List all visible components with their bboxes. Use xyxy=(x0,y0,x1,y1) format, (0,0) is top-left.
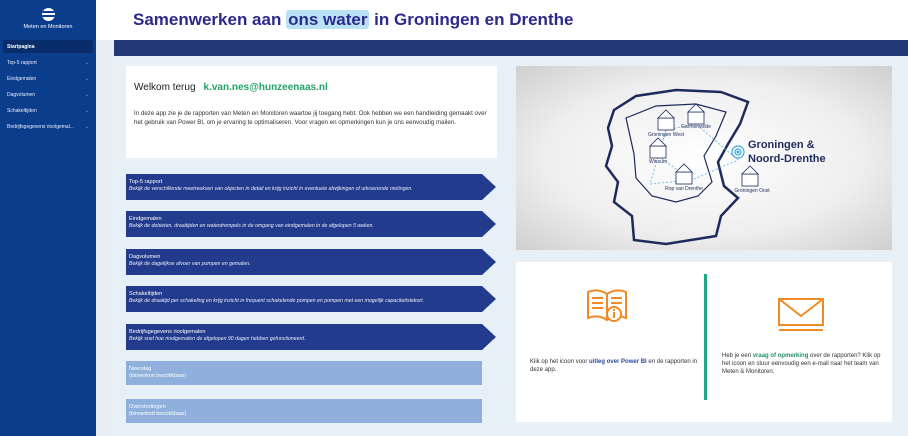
report-link-dagvolumen[interactable] xyxy=(126,249,498,275)
sidebar-item-label: Startpagina xyxy=(7,43,35,50)
contact-link[interactable]: vraag of opmerking xyxy=(752,353,809,359)
sidebar-item-startpagina[interactable] xyxy=(3,40,93,53)
place-label: Groningen Oost xyxy=(734,188,770,194)
chevron-down-icon: ⌄ xyxy=(84,107,89,114)
sidebar-item-label: Bedrijfsgegevens rioolgemal... xyxy=(7,123,74,130)
user-email: k.van.nes@hunzeenaas.nl xyxy=(203,82,328,93)
availability-note: (binnenkort beschikbaar) xyxy=(129,411,187,417)
contact-text: Heb je een vraag of opmerking over de rapporten? Klik op het icoon en stuur eenvoudig een e-mail naar het team van Meten & Monitoren. xyxy=(722,353,881,375)
region-label-line2: Noord-Drenthe xyxy=(748,153,826,165)
report-description: Bekijk de dagelijkse afvoer van pompen en gemalen. xyxy=(129,261,251,267)
sidebar-item-label: Schakeltijden xyxy=(7,107,37,114)
help-contact-panel xyxy=(516,262,892,422)
app-logo xyxy=(0,0,96,36)
report-description: Bekijk de debieten, draaitijden en waterdrempels in de omgang van eindgemalen in de afgelopen 5 weken. xyxy=(129,223,374,229)
sidebar-item-label: Dagvolumen xyxy=(7,91,36,98)
header-band xyxy=(114,40,908,56)
availability-note: (binnenkort beschikbaar) xyxy=(129,373,187,379)
region-outline xyxy=(606,90,748,244)
report-overstortingen-unavailable xyxy=(126,399,482,423)
sidebar xyxy=(0,0,96,436)
location-target-icon xyxy=(732,146,744,158)
place-marker-garmerwolde xyxy=(688,104,704,124)
place-label: Winsum xyxy=(648,159,668,165)
report-title: Neerslag xyxy=(129,366,152,372)
report-link-top5[interactable] xyxy=(126,174,498,200)
app-title: Meten en Monitoren xyxy=(23,24,73,30)
sidebar-item-dagvolumen[interactable] xyxy=(3,88,93,101)
title-highlight: ons water xyxy=(288,10,368,29)
place-label: Rop van Drenthe xyxy=(665,186,703,192)
sidebar-item-eindgemalen[interactable] xyxy=(3,72,93,85)
sidebar-item-bedrijfsgegevens[interactable] xyxy=(3,120,93,133)
report-title: Dagvolumen xyxy=(129,254,161,260)
page-header xyxy=(96,0,908,40)
region-map-svg xyxy=(516,66,892,250)
sidebar-item-top5[interactable] xyxy=(3,56,93,69)
report-link-bedrijfsgegevens[interactable] xyxy=(126,324,498,350)
place-marker-rop-van-drenthe xyxy=(676,164,692,184)
sidebar-item-schakeltijden[interactable] xyxy=(3,104,93,117)
place-marker-groningen-oost xyxy=(742,166,758,186)
report-link-schakeltijden[interactable] xyxy=(126,286,498,312)
place-label: Groningen West xyxy=(647,132,685,138)
chevron-down-icon: ⌄ xyxy=(84,123,89,130)
main-content xyxy=(114,56,908,436)
powerbi-help-link[interactable]: uitleg over Power BI xyxy=(589,359,647,365)
place-label: Garmerwolde xyxy=(680,124,712,130)
logo-icon xyxy=(42,8,55,21)
report-description: Bekijk de verschillende meetreeksen van objecten in detail en krijg inzicht in eventuele afwijkingen of uitvoerende metingen. xyxy=(129,186,413,192)
report-title: Eindgemalen xyxy=(129,216,162,222)
report-title: Bedrijfsgegevens rioolgemalen xyxy=(129,329,206,335)
place-marker-groningen-west xyxy=(658,110,674,130)
report-title: Top-5 rapport xyxy=(129,179,163,185)
chevron-down-icon: ⌄ xyxy=(84,59,89,66)
welcome-intro: In deze app zie je de rapporten van Meten en Monitoren waartoe jij toegang hebt. Ook hebben we een handleiding gemaakt over het gebruik van Power BI, om je ervaring te optimaliseren. Voor vragen en opmerkingen kun je ons eenvoudig mailen. xyxy=(134,110,487,126)
welcome-card xyxy=(126,66,497,158)
panel-divider xyxy=(704,274,707,400)
report-title: Schakeltijden xyxy=(129,291,163,297)
sidebar-item-label: Top-5 rapport xyxy=(7,59,37,66)
chevron-down-icon: ⌄ xyxy=(84,91,89,98)
report-neerslag-unavailable xyxy=(126,361,482,385)
sidebar-item-label: Eindgemalen xyxy=(7,75,37,82)
region-label-line1: Groningen & xyxy=(748,139,815,151)
mail-icon[interactable] xyxy=(776,296,826,332)
page-title: Samenwerken aan ons water in Groningen en Drenthe xyxy=(133,10,574,29)
report-link-eindgemalen[interactable] xyxy=(126,211,498,237)
report-description: Bekijk snel hoe rioolgemalen de afgelopen 90 dagen hebben gefunctioneerd. xyxy=(129,336,306,342)
region-map xyxy=(516,66,892,250)
report-title: Overstortingen xyxy=(129,404,166,410)
report-description: Bekijk de draaitijd per schakeling en krijg inzicht in frequent schakelende pompen en pompen met een mogelijk capaciteitstekort. xyxy=(129,298,424,304)
powerbi-help-text: Klik op het icoon voor uitleg over Power BI en de rapporten in deze app. xyxy=(530,359,698,373)
place-marker-winsum xyxy=(650,138,666,158)
chevron-down-icon: ⌄ xyxy=(84,75,89,82)
welcome-greeting: Welkom terug k.van.nes@hunzeenaas.nl xyxy=(134,82,328,93)
sidebar-nav xyxy=(0,40,96,133)
book-info-icon[interactable] xyxy=(584,286,630,326)
